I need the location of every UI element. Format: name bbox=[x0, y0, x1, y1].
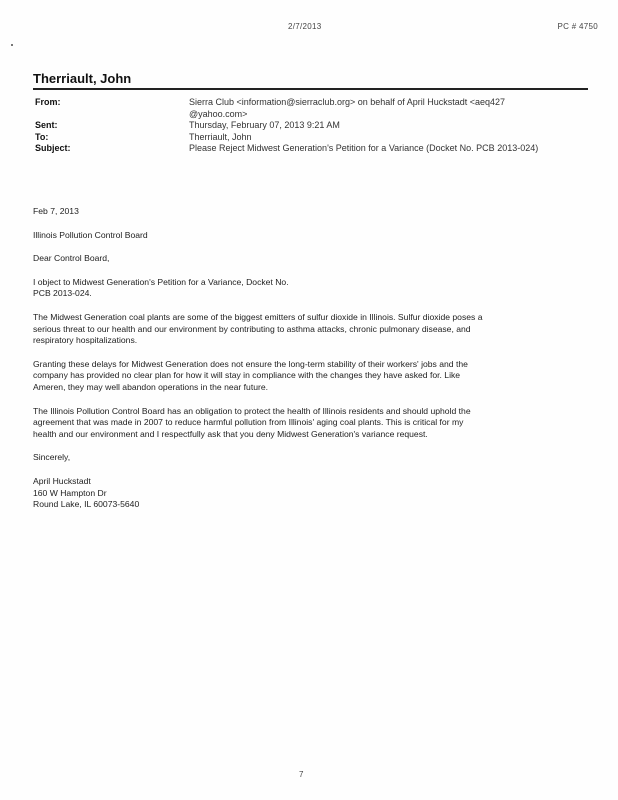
letter-closing bbox=[33, 452, 589, 464]
letter-signature bbox=[33, 476, 589, 511]
letter-body bbox=[33, 206, 589, 523]
sent-label: Sent: bbox=[35, 120, 58, 130]
paragraph-line: serious threat to our health and our environment by contributing to asthma attacks, chronic pulmonary disease, and bbox=[33, 323, 471, 334]
from-row-continued bbox=[33, 109, 593, 121]
paragraph-line: Ameren, they may well abandon operations in the near future. bbox=[33, 381, 269, 392]
header-date: 2/7/2013 bbox=[288, 22, 322, 31]
paragraph-obligation bbox=[33, 406, 589, 441]
author-name: Therriault, John bbox=[33, 71, 132, 86]
page-number: 7 bbox=[299, 770, 304, 779]
signature-city: Round Lake, IL 60073-5640 bbox=[33, 499, 140, 510]
to-label: To: bbox=[35, 131, 49, 142]
paragraph-line: health and our environment and I respectfully ask that you deny Midwest Generation's variance request. bbox=[33, 428, 428, 439]
header-pcb-number: PC # 4750 bbox=[557, 22, 598, 31]
signature-name: April Huckstadt bbox=[33, 475, 91, 486]
paragraph-line: Granting these delays for Midwest Generation does not ensure the long-term stability of their workers' jobs and the bbox=[33, 358, 468, 369]
paragraph-sulfur-dioxide bbox=[33, 312, 589, 347]
paragraph-delays bbox=[33, 359, 589, 394]
author-divider bbox=[33, 88, 588, 90]
closing-text: Sincerely, bbox=[33, 452, 71, 463]
to-value: Therriault, John bbox=[189, 131, 252, 142]
to-row bbox=[33, 132, 593, 144]
signature-street: 160 W Hampton Dr bbox=[33, 487, 107, 498]
subject-label: Subject: bbox=[35, 143, 71, 153]
email-header bbox=[33, 97, 593, 155]
scan-speck bbox=[11, 44, 13, 46]
paragraph-line: respiratory hospitalizations. bbox=[33, 335, 138, 346]
letter-date: Feb 7, 2013 bbox=[33, 206, 79, 216]
from-value-line2: @yahoo.com> bbox=[189, 108, 248, 119]
paragraph-line: agreement that was made in 2007 to reduce harmful pollution from Illinois' aging coal plants. This is critical for my bbox=[33, 417, 464, 428]
paragraph-objection bbox=[33, 277, 589, 300]
from-value-line1: Sierra Club <information@sierraclub.org> on behalf of April Huckstadt <aeq427 bbox=[189, 97, 506, 107]
letter-salutation: Dear Control Board, bbox=[33, 253, 110, 264]
from-label: From: bbox=[35, 97, 61, 107]
paragraph-line: I object to Midwest Generation's Petition for a Variance, Docket No. bbox=[33, 276, 289, 287]
from-row bbox=[33, 97, 593, 109]
paragraph-line: PCB 2013-024. bbox=[33, 288, 92, 299]
sent-value: Thursday, February 07, 2013 9:21 AM bbox=[189, 120, 340, 130]
paragraph-line: company has provided no clear plan for how it will stay in compliance with the changes they have asked for. Like bbox=[33, 370, 461, 381]
paragraph-line: The Illinois Pollution Control Board has an obligation to protect the health of Illinois residents and should uphold the bbox=[33, 405, 471, 416]
subject-row bbox=[33, 143, 593, 155]
paragraph-line: The Midwest Generation coal plants are some of the biggest emitters of sulfur dioxide in Illinois. Sulfur dioxide poses a bbox=[33, 311, 483, 322]
sent-row bbox=[33, 120, 593, 132]
letter-recipient: Illinois Pollution Control Board bbox=[33, 229, 148, 240]
subject-value: Please Reject Midwest Generation's Petition for a Variance (Docket No. PCB 2013-024) bbox=[189, 143, 539, 153]
